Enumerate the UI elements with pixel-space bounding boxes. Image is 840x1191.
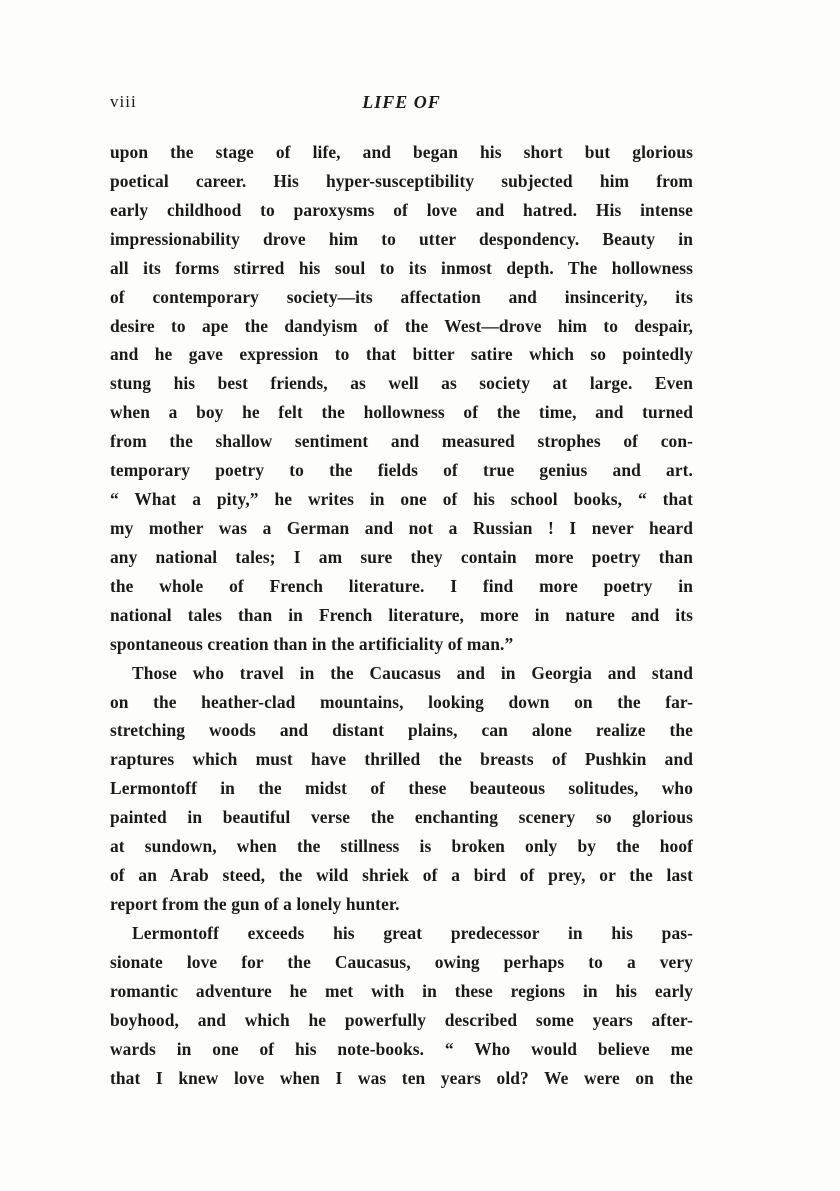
text-line: desire to ape the dandyism of the West—drove him to despair, <box>110 315 693 336</box>
text-line: from the shallow sentiment and measured strophes of con- <box>110 431 693 452</box>
text-line: early childhood to paroxysms of love and hatred. His intense <box>110 199 693 220</box>
text-line: that I knew love when I was ten years old? We were on the <box>110 1067 693 1088</box>
text-line: romantic adventure he met with in these regions in his early <box>110 980 693 1001</box>
paragraph-start-line: Lermontoff exceeds his great predecessor in his pas- <box>132 922 693 943</box>
text-line: at sundown, when the stillness is broken only by the hoof <box>110 836 693 857</box>
text-line: stung his best friends, as well as society at large. Even <box>110 373 693 394</box>
text-line: any national tales; I am sure they contain more poetry than <box>110 546 693 567</box>
text-line: temporary poetry to the fields of true genius and art. <box>110 460 693 481</box>
text-line: painted in beautiful verse the enchanting scenery so glorious <box>110 807 693 828</box>
text-line: sionate love for the Caucasus, owing perhaps to a very <box>110 951 693 972</box>
text-line: national tales than in French literature, more in nature and its <box>110 604 693 625</box>
text-line: all its forms stirred his soul to its inmost depth. The hollowness <box>110 257 693 278</box>
text-line: report from the gun of a lonely hunter. <box>110 893 400 914</box>
text-line: the whole of French literature. I find more poetry in <box>110 575 693 596</box>
running-head: LIFE OF <box>362 92 441 112</box>
text-line: on the heather-clad mountains, looking down on the far- <box>110 691 693 712</box>
text-line: upon the stage of life, and began his short but glorious <box>110 142 693 162</box>
body-text <box>110 138 693 1092</box>
text-line: when a boy he felt the hollowness of the time, and turned <box>110 402 693 423</box>
text-line: stretching woods and distant plains, can alone realize the <box>110 720 693 741</box>
text-line: of contemporary society—its affectation and insincerity, its <box>110 286 693 307</box>
text-line: and he gave expression to that bitter satire which so pointedly <box>110 344 693 365</box>
text-line: of an Arab steed, the wild shriek of a bird of prey, or the last <box>110 865 693 886</box>
page-number: viii <box>110 92 137 111</box>
text-line: spontaneous creation than in the artificiality of man.” <box>110 633 514 654</box>
text-line: wards in one of his note-books. “ Who would believe me <box>110 1038 693 1059</box>
text-line: Lermontoff in the midst of these beauteous solitudes, who <box>110 778 693 799</box>
page-header <box>110 92 693 118</box>
text-line: impressionability drove him to utter despondency. Beauty in <box>110 228 693 249</box>
text-line: “ What a pity,” he writes in one of his school books, “ that <box>110 489 693 510</box>
paragraph-start-line: Those who travel in the Caucasus and in Georgia and stand <box>132 662 693 683</box>
text-line: my mother was a German and not a Russian ! I never heard <box>110 517 693 538</box>
text-line: raptures which must have thrilled the breasts of Pushkin and <box>110 749 693 770</box>
text-line: boyhood, and which he powerfully described some years after- <box>110 1009 693 1030</box>
text-line: poetical career. His hyper-susceptibility subjected him from <box>110 170 693 191</box>
